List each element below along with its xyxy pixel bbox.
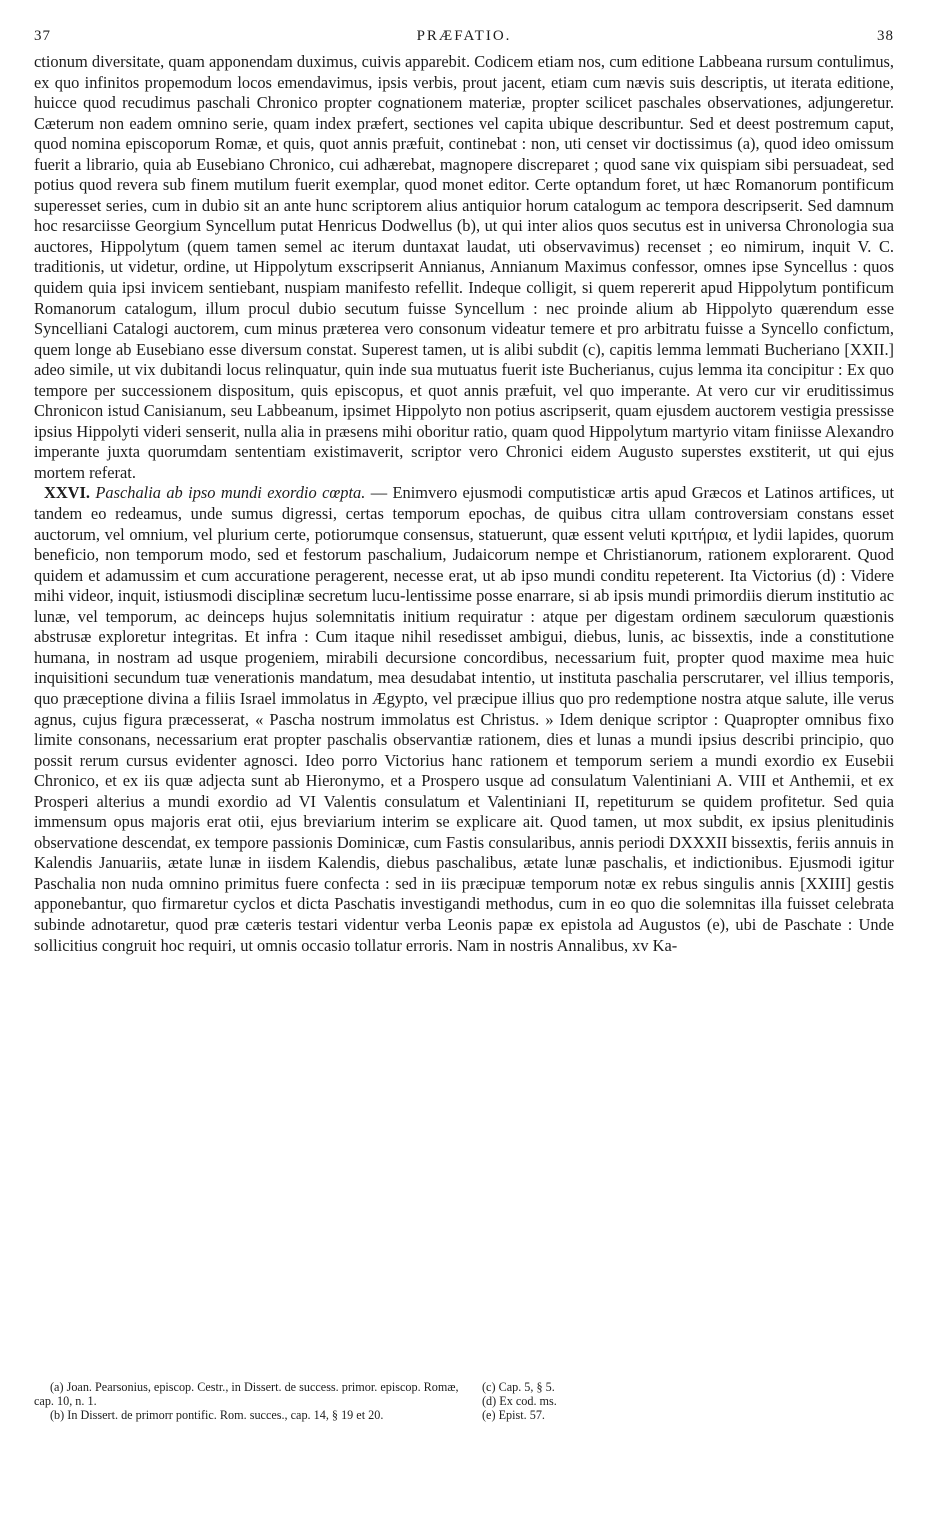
main-text [34,52,894,956]
right-page-number: 38 [877,28,894,44]
paragraph-continued: ctionum diversitate, quam apponendam duximus, cuivis apparebit. Codicem etiam nos, cum editione Labbeana rursum contulimus, ex quo infinitos propemodum locos emendavimus, ipsis verbis, prout jacent, etiam cum nævis suis descriptis, ut iterata editione, huicce quod recudimus paschali Chronico propter cognationem materiæ, propter scilicet paschales observationes, adjungeretur. Cæterum non eadem omnino serie, quam index præfert, sectiones vel capita ubique describuntur. Sed et deest postremum caput, quod nomina episcoporum Romæ, et quis, quot annis præfuit, continebat : non, uti censet vir doctissimus (a), quod ideo omissum fuerit a librario, quia ab Eusebiano Chronico, cui adhærebat, magnopere discreparet ; quod sane vix quispiam sibi persuadeat, sed potius quod revera sub finem mutilum fuerit exemplar, quod monet editor. Certe optandum foret, ut hæc Romanorum pontificum superesset series, cum in dubio sit an ante hunc scriptorem alius antiquior horum catalogum ac tempora descripserit. Sed damnum hoc resarciisse Georgium Syncellum putat Henricus Dodwellus (b), ut qui inter alios quos secutus est in universa Chronologia sua auctores, Hippolytum (quem tamen semel ac iterum duntaxat laudat, uti observavimus) recenset ; eo nimirum, inquit V. C. traditionis, ut videtur, ordine, ut Hippolytum exscripserit Annianus, Annianum Maximus confessor, omnes ipse Syncellus : quos quidem quia ipsi invicem sentiebant, nuspiam manifesto refellit. Indeque colligit, si quem repererit apud Hippolytum pontificum Romanorum catalogum, illum procul dubio secutum fuisse Syncellum : nec proinde alium ab Hippolyto quærendum esse Syncelliani Catalogi auctorem, cum minus præterea vero consonum videatur temere et pro arbitratu fuisse a Syncello confictum, quem longe ab Eusebiano esse diversum constat. Superest tamen, ut is alibi subdit (c), capitis lemma lemmati Bucheriano [XXII.] adeo simile, ut vix dubitandi locus relinquatur, quin inde sua mutuatus fuerit iste Bucherianus, cujus lemma ita concipitur : Ex quo tempore per successionem dispositum, quis episcopus, et quot annis præfuit, vel quo imperante. At vero cur vir eruditissimus Chronicon istud Canisianum, seu Labbeanum, ipsimet Hippolyto non potius ascripserit, quam ejusdem auctorem vestigia pressisse ipsius Hippolyti videri senserit, nulla alia in præsens mihi oboritur ratio, quam quod Hippolytum martyrio vitam finiisse Alexandro imperante juxta quorumdam sententiam existimaverit, scriptor vero Chronici eidem Augusto superstes exstiterit, ut qui ejus mortem referat. [34,52,894,482]
section-xxvi [34,483,894,956]
footnotes-left-column [34,1380,464,1422]
section-number: XXVI. [44,483,90,503]
footnote-e: (e) Epist. 57. [482,1408,545,1422]
footnote-b: (b) In Dissert. de primorr pontific. Rom. succes., cap. 14, § 19 et 20. [50,1408,384,1422]
footnote-c: (c) Cap. 5, § 5. [482,1380,555,1394]
paragraph-section-xxvi: — Enimvero ejusmodi computisticæ artis apud Græcos et Latinos artifices, ut tandem eo redeamus, unde sumus digressi, certas temporum epochas, de quibus citra ullam controversiam constans esset auctorum, vel omnium, vel plurium certe, potiorumque consensus, statuerunt, quæ essent veluti κριτήρια, et lydii lapides, quorum beneficio, non temporum modo, sed et festorum paschalium, Judaicorum nempe et Christianorum, rationem explorarent. Quod quidem et adamussim et cum accuratione peragerent, necesse erat, ut ab ipso mundi conditu repeterent. Ita Victorius (d) : Videre mihi videor, inquit, istiusmodi disciplinæ secretum lucu-lentissime posse enarrare, si ab ipsis mundi primordiis dierum institutio ac lunæ, vel temporum, ac deinceps hujus solemnitatis initium requiratur : atque per digestam ordinem sæculorum quæstionis abstrusæ exploretur integritas. Et infra : Cum itaque nihil resedisset ambigui, diebus, lunis, ac bissextis, inde a constitutione humana, in nostram ad usque progeniem, mirabili decursione concordibus, necessarium fuit, propter quod maxime mea huic inquisitioni secundum tuæ venerationis mandatum, mea desudabat intentio, ut instituta paschalia perscrutarer, vel illius temporis, quo præceptione divina a filiis Israel immolatus in Ægypto, vel præcipue illius quo pro redemptione nostra atque salute, ille verus agnus, cujus figura præcesserat, « Pascha nostrum immolatus est Christus. » Idem denique scriptor : Quapropter omnibus fixo limite consonans, necessarium erat propter paschalis observantiæ rationem, dies et lunas a mundi ipsius describi principio, quo possit rerum cursus evidenter agnosci. Ideo porro Victorius hanc rationem et temporum seriem a mundi exordio ex Eusebii Chronico, et ex iis quæ adjecta sunt ab Hieronymo, et a Prospero usque ad consulatum Valentiniani A. VIII et Anthemii, et ex Prosperi alterius a mundi exordio ad VI Valentis consulatum et Valentiniani II, repetiturum se quidem profitetur. Sed quia immensum opus majoris erat otii, ejus breviarium interim se explicare ait. Quod tamen, ut mox subdit, ex ipsius plenitudinis observatione descendat, ex tempore passionis Dominicæ, cum Fastis consularibus, annis periodi DXXXII bissextis, feriis annuis in Kalendis Januariis, ætate lunæ in iisdem Kalendis, diebus paschalibus, ætate lunæ paschalis, et indictionibus. Ejusmodi igitur Paschalia non nuda omnino primitus fuere confecta : sed in iis præcipuæ temporum notæ ex rebus singulis annis [XXIII] gestis apponebantur, quo firmaretur cyclos et dicta Paschatis investigandi methodus, cum in eo quo die solemnitas illa fuisset celebrata subinde adnotaretur, quod præ cæteris testari videntur verba Leonis papæ ex epistola ad Augustos (e), ubi de Paschate : Unde sollicitius congruit hoc requiri, ut omnis occasio tollatur erroris. Nam in nostris Annalibus, xv Ka- [34,483,894,955]
left-page-number: 37 [34,28,51,44]
footnotes-right-column [482,1380,782,1422]
book-page [34,28,894,1422]
footnote-d: (d) Ex cod. ms. [482,1394,557,1408]
running-head [34,28,894,52]
footnote-a: (a) Joan. Pearsonius, episcop. Cestr., in Dissert. de success. primor. episcop. Romæ, cap. 10, n. 1. [34,1380,459,1408]
section-title: Paschalia ab ipso mundi exordio cœpta. [95,483,366,503]
running-title: PRÆFATIO. [416,28,512,44]
